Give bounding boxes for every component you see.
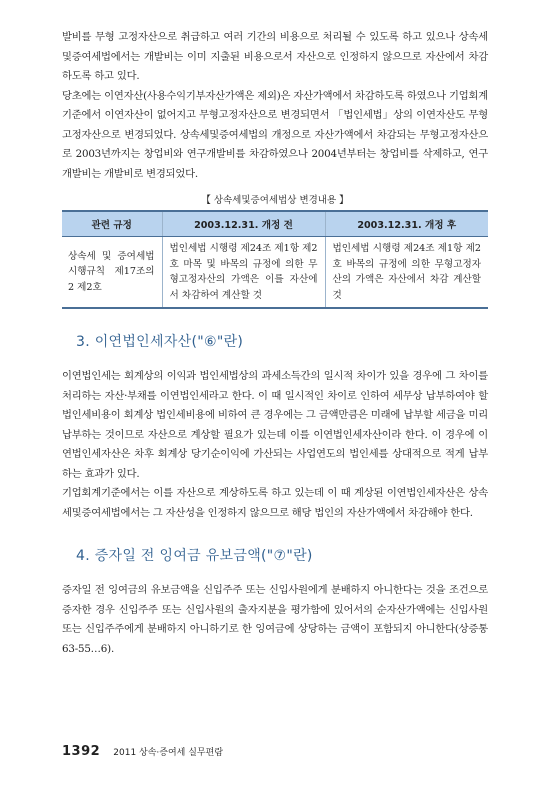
section-4-heading: 4. 증자일 전 잉여금 유보금액("⑦"란): [76, 548, 313, 564]
table-header-row: [62, 211, 488, 237]
header-related-rule: 관련 규정: [62, 211, 162, 237]
page-footer: [62, 740, 223, 759]
intro-paragraph-1: 발비를 무형 고정자산으로 취급하고 여러 기간의 비용으로 처리될 수 있도록 하고 있으나 상속세및증여세법에서는 개발비는 이미 지출된 비용으로서 자산으로 인정하지 않으므로 자산에서 차감하도록 하고 있다.: [62, 31, 488, 82]
header-before-amendment: 2003.12.31. 개정 전: [162, 211, 325, 237]
table-caption: 【 상속세및증여세법상 변경내용 】: [201, 195, 349, 206]
section-3-paragraph-1: 이연법인세는 회계상의 이익과 법인세법상의 과세소득간의 일시적 차이가 있을 경우에 그 차이를 처리하는 자산·부채를 이연법인세라고 한다. 이 때 일시적인 차이로 인하여 세무상 납부하여야 할 법인세비용이 회계상 법인세비용에 비하여 큰 경우에는 그 금액만큼은 미래에 납부할 세금을 미리 납부하는 것이므로 자산으로 계상할 필요가 있는데 이를 이연법인세자산이라 한다. 이 경우에 이연법인세자산은 차후 회계상 당기순이익에 가산되는 사업연도의 법인세를 상대적으로 적게 납부하는 효과가 있다.: [62, 370, 488, 480]
page-number: 1392: [62, 744, 101, 759]
book-title: 2011 상속·증여세 실무편람: [113, 748, 224, 758]
cell-before-amendment: 법인세법 시행령 제24조 제1항 제2호 마목 및 바목의 규정에 의한 무형고정자산의 가액은 이를 자산에서 차감하여 계산할 것: [162, 237, 325, 309]
amendment-table: [62, 210, 488, 309]
table-row: [62, 237, 488, 309]
section-3-paragraph-2: 기업회계기준에서는 이를 자산으로 계상하도록 하고 있는데 이 때 계상된 이연법인세자산은 상속세및증여세법에서는 그 자산성을 인정하지 않으므로 해당 법인의 자산가액에서 차감해야 한다.: [62, 487, 488, 519]
section-3-heading: 3. 이연법인세자산("⑥"란): [76, 334, 244, 350]
cell-after-amendment: 법인세법 시행령 제24조 제1항 제2호 바목의 규정에 의한 무형고정자산의 가액은 자산에서 차감 계산할 것: [325, 237, 488, 309]
cell-related-rule: 상속세 및 증여세법 시행규칙 제17조의 2 제2호: [62, 237, 162, 309]
header-after-amendment: 2003.12.31. 개정 후: [325, 211, 488, 237]
intro-paragraph-2: 당초에는 이연자산(사용수익기부자산가액은 제외)은 자산가액에서 차감하도록 하였으나 기업회계기준에서 이연자산이 없어지고 무형고정자산으로 변경되면서 「법인세법」상의 이연자산도 무형고정자산으로 변경되었다. 상속세및증여세법의 개정으로 자산가액에서 차감되는 무형고정자산으로 2003년까지는 창업비와 연구개발비를 차감하였으나 2004년부터는 창업비를 삭제하고, 연구개발비는 개발비로 변경되었다.: [62, 89, 488, 180]
section-4-paragraph-1: 증자일 전 잉여금의 유보금액을 신입주주 또는 신입사원에게 분배하지 아니한다는 것을 조건으로 증자한 경우 신입주주 또는 신입사원의 출자지분을 평가함에 있어서의 순자산가액에는 신입사원 또는 신입주주에게 분배하지 아니하기로 한 잉여금에 상당하는 금액이 포함되지 아니한다(상증통 63-55…6).: [62, 584, 488, 655]
page-content: [62, 28, 488, 659]
